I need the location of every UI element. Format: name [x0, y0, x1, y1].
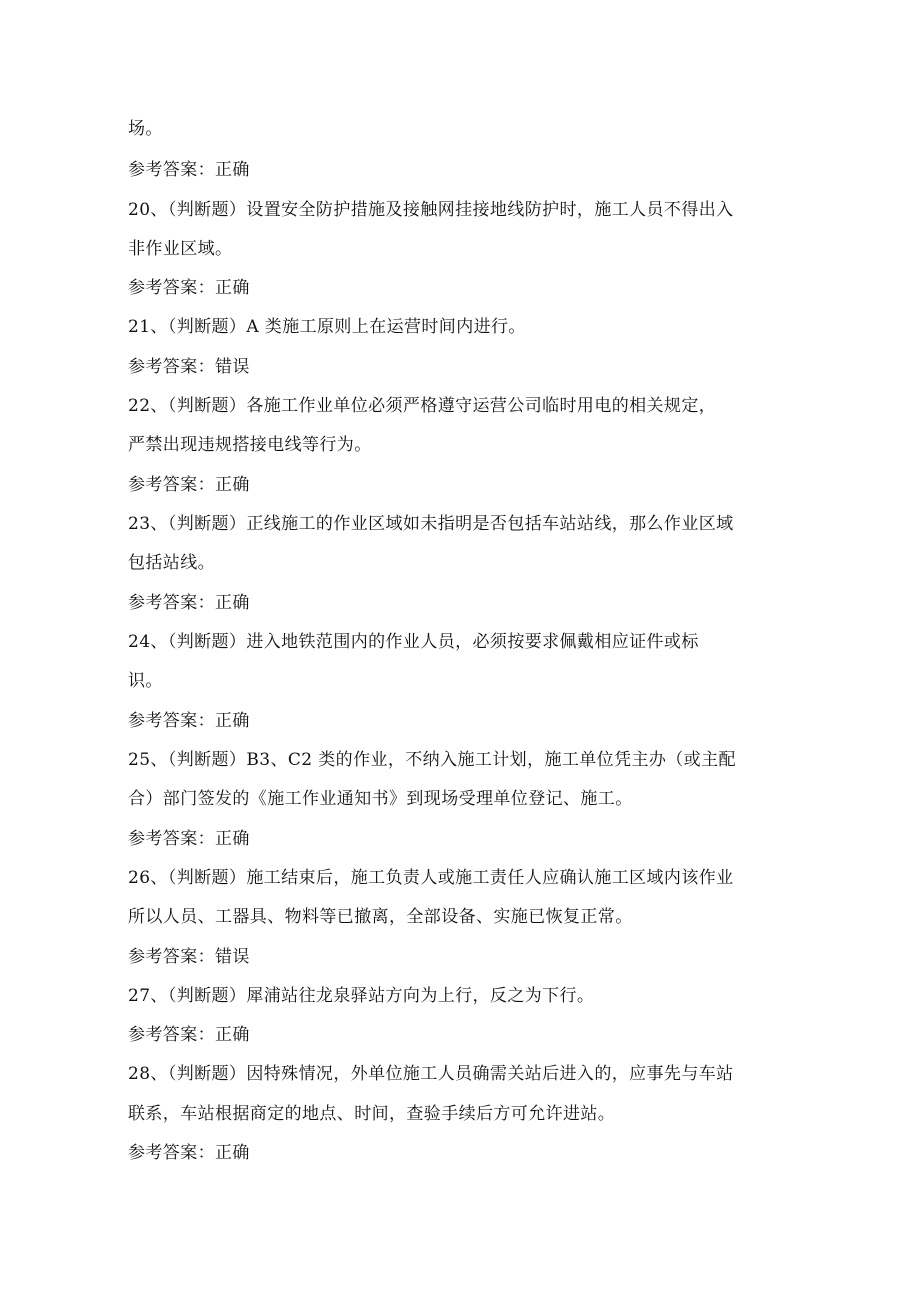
question-line: 26、（判断题）施工结束后，施工负责人或施工责任人应确认施工区域内该作业: [128, 868, 734, 888]
question-line: 28、（判断题）因特殊情况，外单位施工人员确需关站后进入的，应事先与车站: [128, 1064, 734, 1084]
answer-line: 参考答案：错误: [128, 947, 250, 967]
text-line: 包括站线。: [128, 553, 215, 573]
text-line: 严禁出现违规搭接电线等行为。: [128, 435, 372, 455]
question-line: 24、（判断题）进入地铁范围内的作业人员，必须按要求佩戴相应证件或标: [128, 632, 699, 652]
answer-line: 参考答案：正确: [128, 1025, 250, 1045]
answer-line: 参考答案：正确: [128, 278, 250, 298]
answer-line: 参考答案：正确: [128, 593, 250, 613]
answer-line: 参考答案：错误: [128, 357, 250, 377]
answer-line: 参考答案：正确: [128, 160, 250, 180]
answer-line: 参考答案：正确: [128, 475, 250, 495]
question-line: 23、（判断题）正线施工的作业区域如未指明是否包括车站站线，那么作业区域: [128, 514, 734, 534]
question-line: 27、（判断题）犀浦站往龙泉驿站方向为上行，反之为下行。: [128, 986, 595, 1006]
text-line: 场。: [128, 119, 163, 139]
answer-line: 参考答案：正确: [128, 711, 250, 731]
text-line: 非作业区域。: [128, 239, 233, 259]
question-line: 25、（判断题）B3、C2 类的作业，不纳入施工计划，施工单位凭主办（或主配: [128, 750, 736, 770]
answer-line: 参考答案：正确: [128, 829, 250, 849]
text-line: 所以人员、工器具、物料等已撤离，全部设备、实施已恢复正常。: [128, 907, 633, 927]
question-line: 22、（判断题）各施工作业单位必须严格遵守运营公司临时用电的相关规定，: [128, 396, 717, 416]
question-line: 21、（判断题）A 类施工原则上在运营时间内进行。: [128, 317, 526, 337]
question-line: 20、（判断题）设置安全防护措施及接触网挂接地线防护时，施工人员不得出入: [128, 200, 734, 220]
answer-line: 参考答案：正确: [128, 1143, 250, 1163]
text-line: 联系，车站根据商定的地点、时间，查验手续后方可允许进站。: [128, 1104, 616, 1124]
text-line: 合）部门签发的《施工作业通知书》到现场受理单位登记、施工。: [128, 789, 633, 809]
text-line: 识。: [128, 671, 163, 691]
